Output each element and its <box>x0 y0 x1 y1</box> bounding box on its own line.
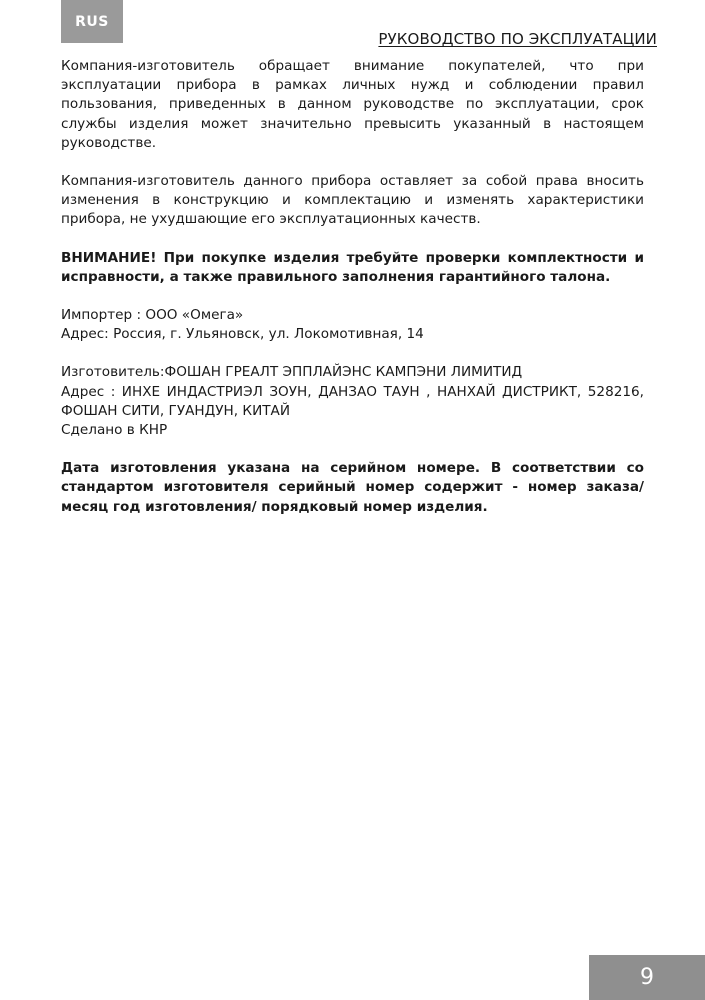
manufacturer-made-in: Сделано в КНР <box>61 422 168 439</box>
page-content <box>61 57 644 517</box>
service-life-paragraph: Компания-изготовитель обращает внимание покупателей, что при эксплуатации прибора в рамках личных нужд и соблюдении правил пользования, приведенных в данном руководстве по эксплуатации, срок службы изделия может значительно превысить указанный в настоящем руководстве. <box>61 58 644 151</box>
importer-name: Импортер : ООО «Омега» <box>61 307 244 324</box>
page-number: 9 <box>589 955 705 1000</box>
manufacturer-address: Адрес : ИНХЕ ИНДАСТРИЭЛ ЗОУН, ДАНЗАО ТАУН , НАНХАЙ ДИСТРИКТ, 528216, ФОШАН СИТИ, ГУАНДУН, КИТАЙ <box>61 383 644 419</box>
serial-number-note: Дата изготовления указана на серийном номере. В соответствии со стандартом изготовителя серийный номер содержит - номер заказа/ месяц год изготовления/ порядковый номер изделия. <box>61 460 644 515</box>
importer-address: Адрес: Россия, г. Ульяновск, ул. Локомотивная, 14 <box>61 326 424 343</box>
rights-paragraph: Компания-изготовитель данного прибора оставляет за собой права вносить изменения в конструкцию и комплектацию и изменять характеристики прибора, не ухудшающие его эксплуатационных качеств. <box>61 173 644 228</box>
importer-block <box>61 306 644 344</box>
manual-header-title: РУКОВОДСТВО ПО ЭКСПЛУАТАЦИИ <box>378 30 657 48</box>
manufacturer-name: Изготовитель:ФОШАН ГРЕАЛТ ЭППЛАЙЭНС КАМПЭНИ ЛИМИТИД <box>61 364 523 381</box>
manufacturer-block <box>61 363 644 440</box>
language-tab: RUS <box>61 0 123 43</box>
attention-paragraph: ВНИМАНИЕ! При покупке изделия требуйте проверки комплектности и исправности, а также правильного заполнения гарантийного талона. <box>61 249 644 285</box>
